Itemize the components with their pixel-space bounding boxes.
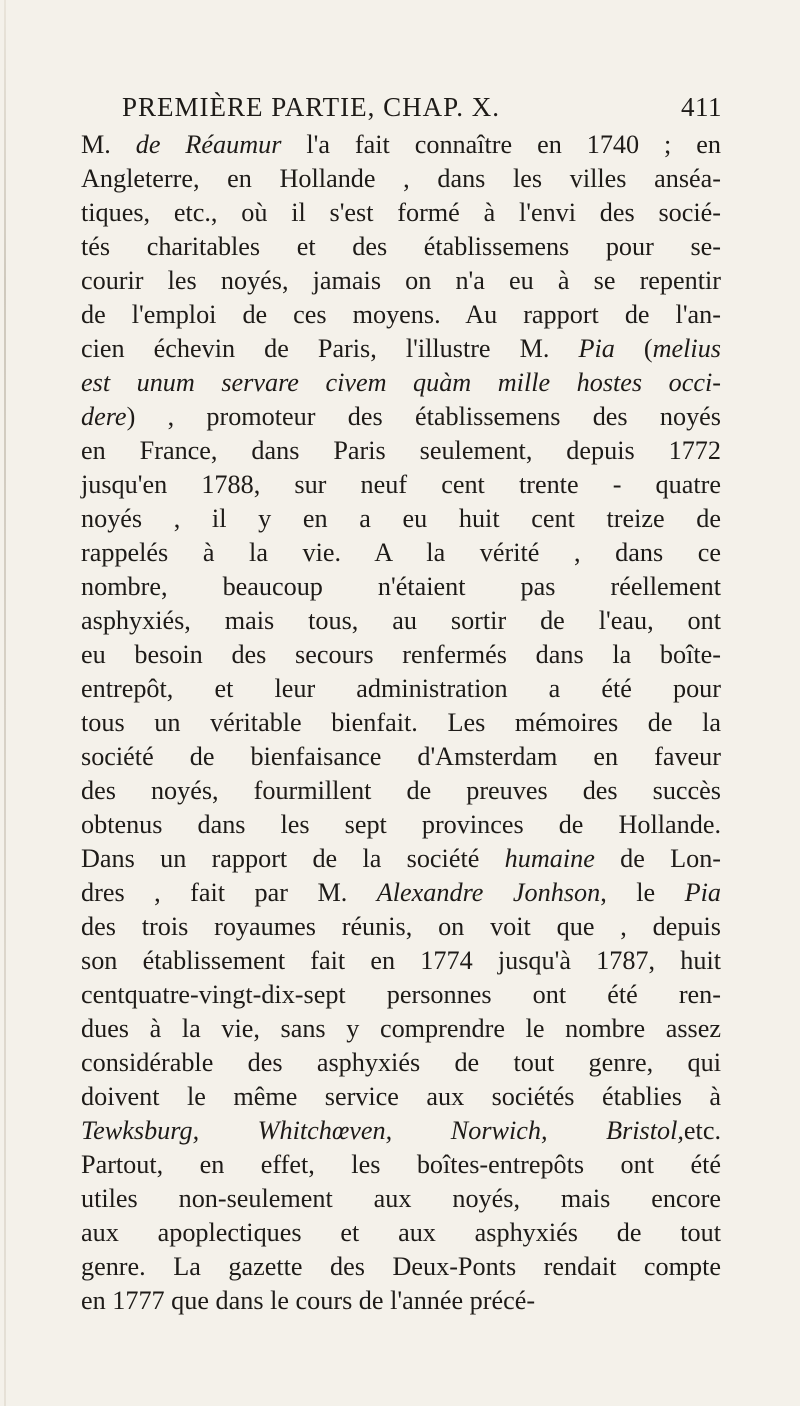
italic-run: dere [81, 402, 127, 431]
italic-run: Alexandre Jonhson [376, 878, 601, 907]
text-line [81, 706, 721, 740]
text-run: des trois royaumes réunis, on voit que , depuis [81, 912, 721, 941]
text-line [81, 910, 721, 944]
text-line [81, 1080, 721, 1114]
text-run: son établissement fait en 1774 jusqu'à 1787, huit [81, 946, 721, 975]
text-line [81, 366, 721, 400]
text-line [81, 1012, 721, 1046]
text-run: tés charitables et des établissemens pour se- [81, 232, 721, 261]
text-run: , le [600, 878, 685, 907]
text-line [81, 400, 721, 434]
text-line [81, 774, 721, 808]
italic-run: de Réaumur [135, 130, 282, 159]
text-run: Angleterre, en Hollande , dans les villes anséa- [81, 164, 721, 193]
text-line [81, 1216, 721, 1250]
text-run: aux apoplectiques et aux asphyxiés de tout [81, 1218, 721, 1247]
text-run: M. [81, 130, 136, 159]
text-line [81, 570, 721, 604]
text-run: dres , fait par M. [81, 878, 377, 907]
text-line [81, 1114, 721, 1148]
text-run: dues à la vie, sans y comprendre le nombre assez [81, 1014, 721, 1043]
text-run: Partout, en effet, les boîtes-entrepôts ont été [81, 1150, 721, 1179]
text-line [81, 264, 721, 298]
text-run: rappelés à la vie. A la vérité , dans ce [81, 538, 721, 567]
body-text [81, 128, 721, 1318]
italic-run: est unum servare civem quàm mille hostes occi- [81, 368, 721, 397]
text-run: obtenus dans les sept provinces de Hollande. [81, 810, 721, 839]
text-line [81, 808, 721, 842]
text-line [81, 944, 721, 978]
text-line [81, 502, 721, 536]
text-run: asphyxiés, mais tous, au sortir de l'eau, ont [81, 606, 721, 635]
text-line [81, 196, 721, 230]
text-run: doivent le même service aux sociétés établies à [81, 1082, 721, 1111]
text-line [81, 536, 721, 570]
text-run: etc. [683, 1116, 721, 1145]
text-line [81, 332, 721, 366]
page-binding-edge [4, 0, 6, 1406]
text-run: tiques, etc., où il s'est formé à l'envi des socié- [81, 198, 721, 227]
text-run: jusqu'en 1788, sur neuf cent trente - quatre [81, 470, 721, 499]
italic-run: Pia [578, 334, 615, 363]
text-run: en 1777 que dans le cours de l'année précé- [81, 1286, 536, 1315]
text-line [81, 1284, 721, 1318]
running-header [122, 92, 722, 123]
text-run: de l'emploi de ces moyens. Au rapport de l'an- [81, 300, 721, 329]
text-run: l'a fait connaître en 1740 ; en [281, 130, 721, 159]
italic-run: humaine [504, 844, 595, 873]
text-line [81, 604, 721, 638]
text-run: ( [614, 334, 653, 363]
text-run: eu besoin des secours renfermés dans la boîte- [81, 640, 721, 669]
text-run: considérable des asphyxiés de tout genre, qui [81, 1048, 721, 1077]
text-line [81, 230, 721, 264]
italic-run: Tewksburg, Whitchœven, Norwich, Bristol, [81, 1116, 684, 1145]
text-line [81, 978, 721, 1012]
text-run: noyés , il y en a eu huit cent treize de [81, 504, 721, 533]
text-line [81, 1148, 721, 1182]
italic-run: melius [652, 334, 721, 363]
text-run: de Lon- [594, 844, 722, 873]
text-line [81, 672, 721, 706]
text-line [81, 1250, 721, 1284]
text-run: entrepôt, et leur administration a été pour [81, 674, 721, 703]
text-run: genre. La gazette des Deux-Ponts rendait compte [81, 1252, 721, 1281]
page-number: 411 [681, 92, 722, 122]
text-run: société de bienfaisance d'Amsterdam en faveur [81, 742, 721, 771]
text-line [81, 298, 721, 332]
text-line [81, 1046, 721, 1080]
text-run: Dans un rapport de la société [81, 844, 505, 873]
text-line [81, 638, 721, 672]
text-line [81, 740, 721, 774]
running-title: PREMIÈRE PARTIE, CHAP. X. [122, 92, 500, 122]
text-run: courir les noyés, jamais on n'a eu à se repentir [81, 266, 721, 295]
text-line [81, 162, 721, 196]
text-line [81, 128, 721, 162]
text-line [81, 842, 721, 876]
italic-run: Pia [684, 878, 721, 907]
text-run: utiles non-seulement aux noyés, mais encore [81, 1184, 721, 1213]
text-line [81, 876, 721, 910]
text-run: en France, dans Paris seulement, depuis 1772 [81, 436, 721, 465]
text-run: nombre, beaucoup n'étaient pas réellement [81, 572, 721, 601]
text-run: ) , promoteur des établissemens des noyés [126, 402, 721, 431]
text-run: tous un véritable bienfait. Les mémoires de la [81, 708, 721, 737]
text-line [81, 434, 721, 468]
text-line [81, 1182, 721, 1216]
text-run: centquatre-vingt-dix-sept personnes ont été ren- [81, 980, 721, 1009]
text-run: cien échevin de Paris, l'illustre M. [81, 334, 579, 363]
text-line [81, 468, 721, 502]
text-run: des noyés, fourmillent de preuves des succès [81, 776, 721, 805]
